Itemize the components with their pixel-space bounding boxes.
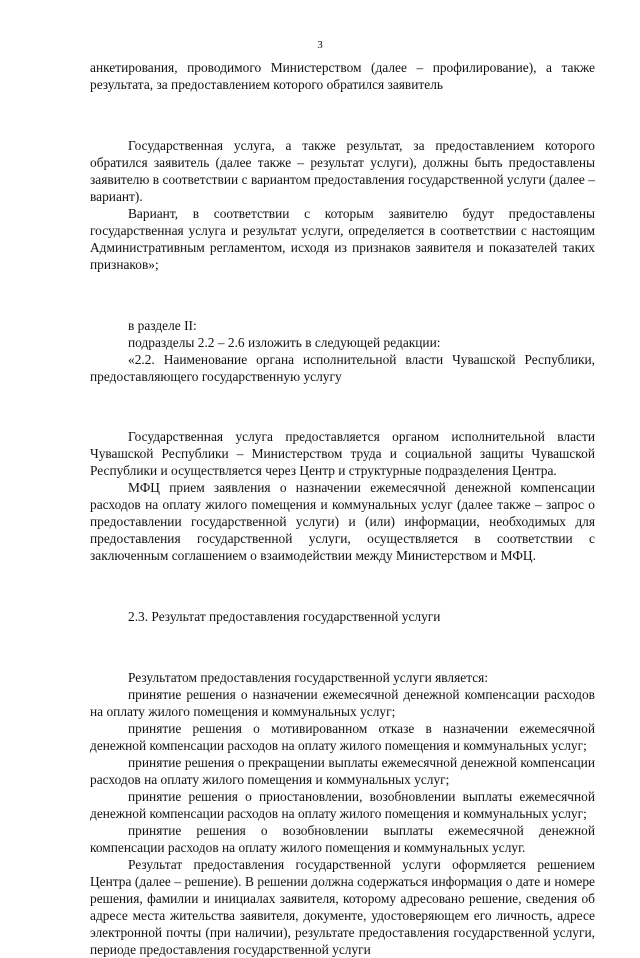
- paragraph: принятие решения о приостановлении, возобновлении выплаты ежемесячной денежной компенсации расходов на оплату жилого помещения и коммунальных услуг;: [90, 788, 595, 821]
- paragraph: МФЦ прием заявления о назначении ежемесячной денежной компенсации расходов на оплату жилого помещения и коммунальных услуг (далее также – запрос о предоставлении государственной услуги) и (или) информации, необходимых для предоставления государственной услуги, осуществляется в соответствии с заключенным соглашением о взаимодействии между Министерством и МФЦ.: [90, 480, 595, 564]
- paragraph: принятие решения о прекращении выплаты ежемесячной денежной компенсации расходов на оплату жилого помещения и коммунальных услуг;: [90, 754, 595, 787]
- paragraph: Вариант, в соответствии с которым заявителю будут предоставлены государственная услуга и результат услуги, определяется в соответствии с настоящим Административным регламентом, исходя из признаков заявителя и показателей таких признаков»;: [90, 205, 595, 272]
- document-body: [90, 59, 595, 958]
- paragraph: в разделе II:: [128, 317, 197, 333]
- blank-line: [90, 398, 595, 415]
- paragraph: Государственная услуга, а также результат, за предоставлением которого обратился заявитель (далее также – результат услуги), должны быть предоставлены заявителю в соответствии с вариантом предоставления государственной услуги (далее – вариант).: [90, 137, 595, 204]
- paragraph: «2.2. Наименование органа исполнительной власти Чувашской Республики, предоставляющего государственную услугу: [90, 351, 595, 384]
- paragraph: подразделы 2.2 – 2.6 изложить в следующей редакции:: [128, 334, 441, 350]
- paragraph: анкетирования, проводимого Министерством (далее – профилирование), а также результата, за предоставлением которого обратился заявитель: [90, 60, 595, 92]
- paragraph: Результатом предоставления государственной услуги является:: [128, 669, 489, 685]
- paragraph: Результат предоставления государственной услуги оформляется решением Центра (далее – решение). В решении должна содержаться информация о дате и номере решения, фамилии и инициалах заявителя, которому адресовано решение, сведения об адресе места жительства заявителя, документе, удостоверяющем его личность, адресе электронной почты (при наличии), результате предоставления государственной услуги, периоде предоставления государственной услуги: [90, 856, 595, 957]
- blank-line: [90, 106, 595, 123]
- paragraph: принятие решения о назначении ежемесячной денежной компенсации расходов на оплату жилого помещения и коммунальных услуг;: [90, 686, 595, 719]
- paragraph: 2.3. Результат предоставления государственной услуги: [128, 609, 441, 625]
- paragraph: Государственная услуга предоставляется органом исполнительной власти Чувашской Республики – Министерством труда и социальной защиты Чувашской Республики и осуществляется через Центр и структурные подразделения Центра.: [90, 429, 595, 479]
- paragraph: принятие решения о мотивированном отказе в назначении ежемесячной денежной компенсации расходов на оплату жилого помещения и коммунальных услуг;: [90, 720, 595, 753]
- blank-line: [90, 639, 595, 656]
- blank-line: [90, 578, 595, 595]
- paragraph: принятие решения о возобновлении выплаты ежемесячной денежной компенсации расходов на оплату жилого помещения и коммунальных услуг.: [90, 822, 595, 855]
- page-number: 3: [317, 39, 323, 51]
- blank-line: [90, 286, 595, 303]
